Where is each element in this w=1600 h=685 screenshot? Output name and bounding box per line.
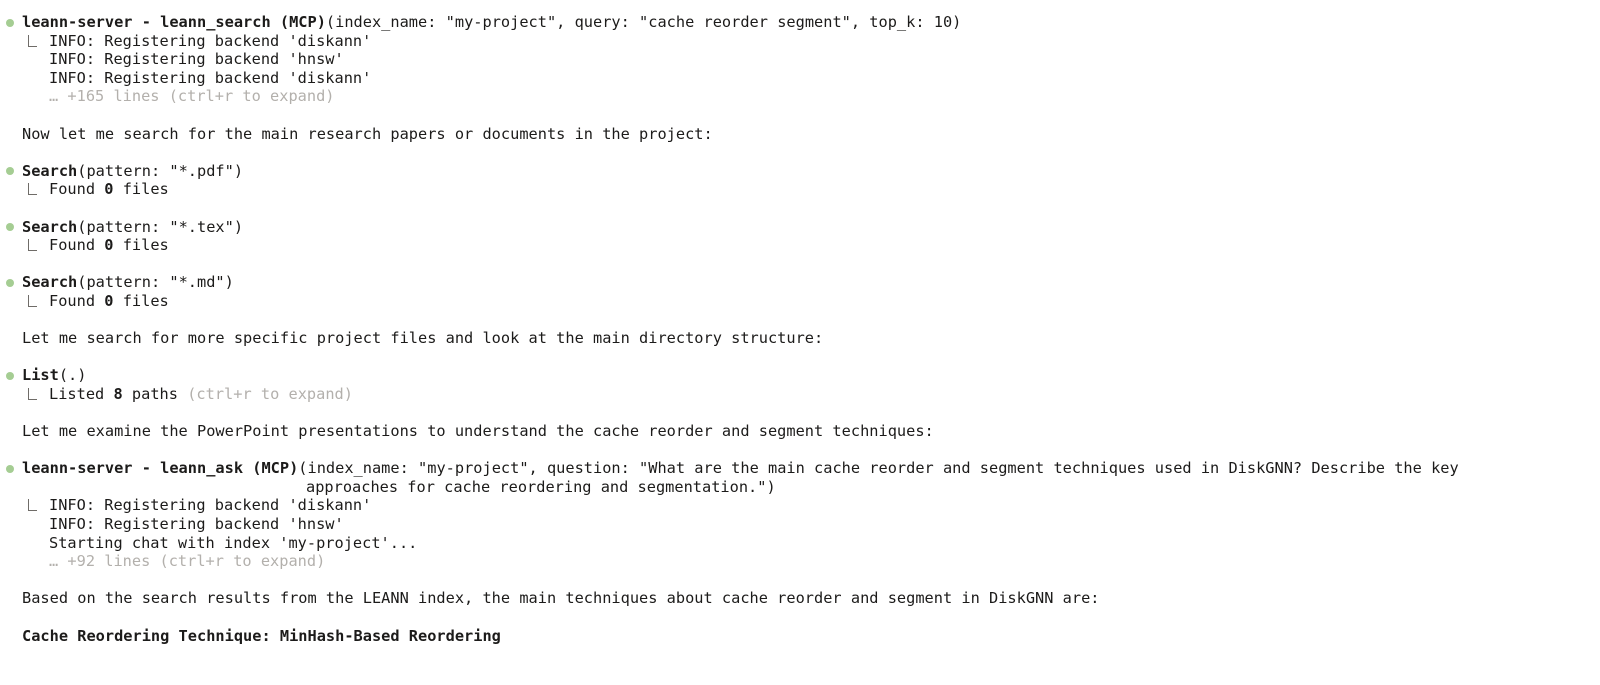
result-count: 0 [104, 180, 114, 199]
tool-name: Search [22, 161, 78, 180]
tool-result-line [22, 236, 1600, 255]
tool-output-line [22, 496, 1600, 515]
truncation-hint-text: … +92 lines (ctrl+r to expand) [49, 552, 326, 571]
tool-output-text: INFO: Registering backend 'diskann' [49, 68, 372, 87]
tool-args: (.) [58, 366, 87, 385]
tool-args-continuation: approaches for cache reordering and segmentation.") [306, 477, 776, 496]
tool-head [22, 366, 1600, 385]
tool-success-bullet-icon [6, 167, 14, 175]
tool-head [22, 13, 1600, 32]
elbow-icon [28, 295, 37, 307]
elbow-icon [28, 499, 37, 511]
tool-success-bullet-icon [6, 19, 14, 27]
tool-args: (pattern: "*.md") [77, 273, 234, 292]
elbow-icon [28, 35, 37, 47]
tool-output-line [22, 534, 1600, 553]
tool-head [22, 459, 1600, 478]
tool-result-line [22, 180, 1600, 199]
truncation-hint-text: … +165 lines (ctrl+r to expand) [49, 87, 335, 106]
tool-success-bullet-icon [6, 279, 14, 287]
tool-output-text: INFO: Registering backend 'diskann' [49, 31, 372, 50]
tool-success-bullet-icon [6, 465, 14, 473]
section-heading: Cache Reordering Technique: MinHash-Based Reordering [22, 626, 501, 645]
tool-call-list [0, 366, 1600, 403]
tool-output-line [22, 69, 1600, 88]
result-prefix: Found [49, 180, 96, 199]
tool-call-search-tex [0, 218, 1600, 255]
result-count: 0 [104, 236, 114, 255]
tool-output-line [22, 50, 1600, 69]
tool-name: Search [22, 217, 78, 236]
result-suffix: files [122, 236, 169, 255]
tool-name: leann-server - leann_search (MCP) [22, 13, 326, 31]
tool-result-line [22, 292, 1600, 311]
result-prefix: Found [49, 236, 96, 255]
tool-args: (index_name: "my-project", question: "What are the main cache reorder and segment techniques used in DiskGNN? Describe the key [298, 459, 1459, 478]
result-prefix: Listed [49, 384, 105, 403]
tool-output-text: INFO: Registering backend 'hnsw' [49, 50, 344, 69]
tool-name: Search [22, 273, 78, 292]
tool-head [22, 162, 1600, 181]
assistant-message: Let me examine the PowerPoint presentations to understand the cache reorder and segment techniques: [22, 422, 934, 441]
tool-output-line [22, 515, 1600, 534]
tool-args: (index_name: "my-project", query: "cache reorder segment", top_k: 10) [325, 13, 962, 31]
tool-call-leann-ask [0, 459, 1600, 571]
tool-call-leann-search [0, 13, 1600, 106]
tool-output-text: INFO: Registering backend 'diskann' [49, 496, 372, 515]
tool-success-bullet-icon [6, 223, 14, 231]
tool-call-search-pdf [0, 162, 1600, 199]
tool-output-line [22, 32, 1600, 51]
tool-output-text: Starting chat with index 'my-project'... [49, 533, 418, 552]
result-count: 0 [104, 291, 114, 310]
truncation-hint [22, 552, 1600, 571]
tool-name: List [22, 366, 59, 385]
result-suffix: files [122, 291, 169, 310]
result-suffix: files [122, 180, 169, 199]
truncation-hint [22, 87, 1600, 106]
tool-head [22, 218, 1600, 237]
tool-call-search-md [0, 273, 1600, 310]
tool-name: leann-server - leann_ask (MCP) [22, 459, 299, 478]
assistant-message: Let me search for more specific project files and look at the main directory structure: [22, 329, 824, 348]
elbow-icon [28, 183, 37, 195]
result-prefix: Found [49, 291, 96, 310]
result-count: 8 [113, 384, 123, 403]
truncation-hint-text: (ctrl+r to expand) [187, 384, 353, 403]
tool-args: (pattern: "*.pdf") [77, 161, 244, 180]
tool-output-text: INFO: Registering backend 'hnsw' [49, 515, 344, 534]
tool-head [22, 273, 1600, 292]
result-suffix: paths [131, 384, 178, 403]
tool-result-line [22, 385, 1600, 404]
elbow-icon [28, 388, 37, 400]
tool-success-bullet-icon [6, 372, 14, 380]
assistant-message: Based on the search results from the LEANN index, the main techniques about cache reorder and segment in DiskGNN are: [22, 589, 1100, 608]
elbow-icon [28, 239, 37, 251]
tool-args: (pattern: "*.tex") [77, 217, 244, 236]
assistant-message: Now let me search for the main research papers or documents in the project: [22, 124, 713, 143]
